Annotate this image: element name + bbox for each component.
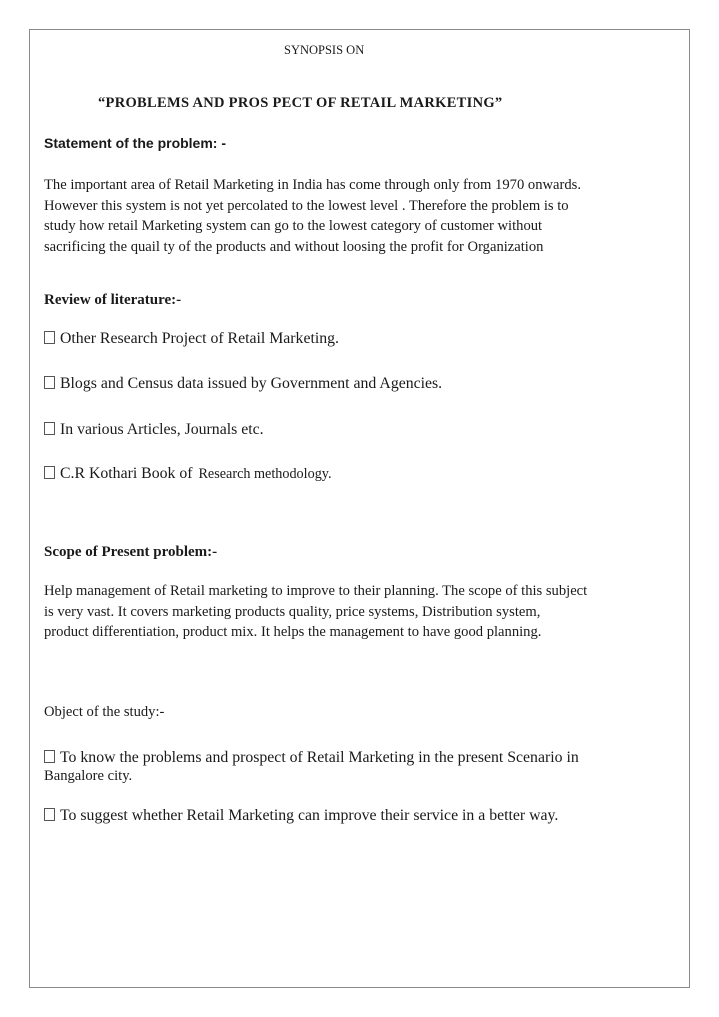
review-item [44,421,264,439]
statement-line: The important area of Retail Marketing in India has come through only from 1970 onwards. [44,177,581,193]
statement-paragraph [44,175,680,257]
review-item-text: In various Articles, Journals etc. [60,421,264,438]
scope-paragraph [44,581,680,643]
synopsis-label: SYNOPSIS ON [284,43,365,57]
objective-item-text: To suggest whether Retail Marketing can improve their service in a better way. [60,807,559,824]
review-item-tail: Research methodology. [198,466,332,482]
review-item-text: C.R Kothari Book of [60,465,193,482]
bullet-icon [44,466,55,479]
review-item [44,375,442,393]
bullet-icon [44,808,55,821]
bullet-icon [44,376,55,389]
objective-item [44,749,579,767]
review-item [44,465,332,483]
bullet-icon [44,750,55,763]
document-title: “PROBLEMS AND PROS PECT OF RETAIL MARKETING” [98,95,503,111]
objectives-heading: Object of the study:- [44,704,165,720]
review-item [44,330,339,348]
bullet-icon [44,331,55,344]
bullet-icon [44,422,55,435]
scope-line: product differentiation, product mix. It helps the management to have good planning. [44,624,542,640]
objective-item-continuation: Bangalore city. [44,768,133,784]
statement-heading: Statement of the problem: - [44,135,227,151]
scope-line: Help management of Retail marketing to improve to their planning. The scope of this subject [44,583,588,599]
objective-item-text: To know the problems and prospect of Retail Marketing in the present Scenario in [60,749,579,766]
statement-line: sacrificing the quail ty of the products and without loosing the profit for Organization [44,238,544,255]
scope-line: is very vast. It covers marketing products quality, price systems, Distribution system, [44,603,541,620]
page-border [29,29,690,988]
review-heading: Review of literature:- [44,292,182,308]
review-item-text: Other Research Project of Retail Marketing. [60,330,339,347]
scope-heading: Scope of Present problem:- [44,544,218,560]
objective-item [44,807,558,825]
statement-line: However this system is not yet percolated to the lowest level . Therefore the problem is to [44,197,569,214]
review-item-text: Blogs and Census data issued by Government and Agencies. [60,375,443,392]
statement-line: study how retail Marketing system can go to the lowest category of customer without [44,218,543,234]
